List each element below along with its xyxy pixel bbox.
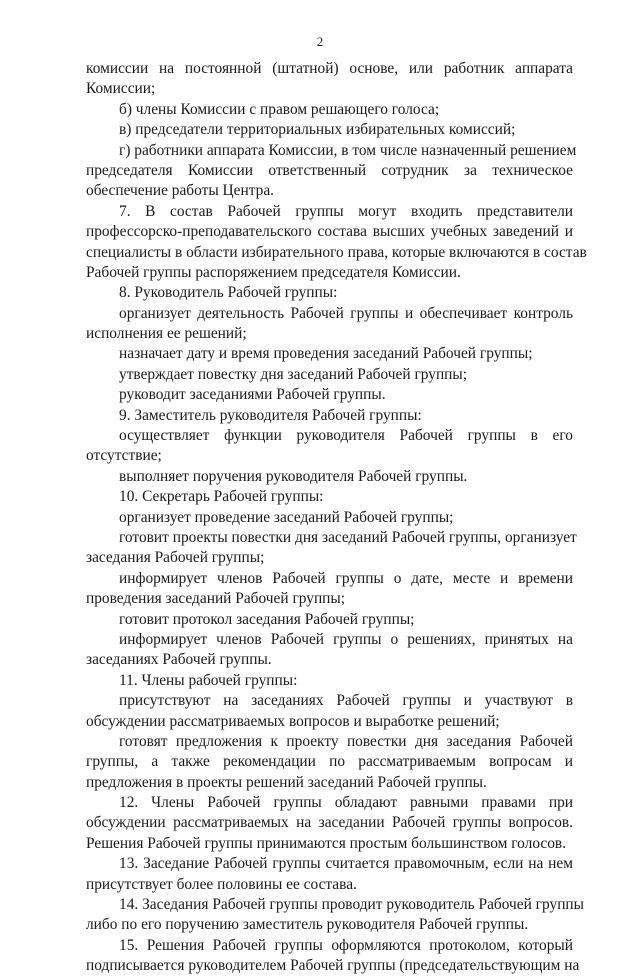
text-line: 9. Заместитель руководителя Рабочей группы: <box>119 406 422 424</box>
text-line: обсуждении рассматриваемых на заседании Рабочей группы вопросов. <box>86 814 573 832</box>
text-line: обеспечение работы Центра. <box>86 182 275 200</box>
text-line: Рабочей группы распоряжением председателя Комиссии. <box>86 263 461 281</box>
text-line: руководит заседаниями Рабочей группы. <box>119 386 386 404</box>
text-line: Комиссии; <box>86 80 156 98</box>
text-line: 11. Члены рабочей группы: <box>119 671 298 689</box>
text-line: присутствует более половины ее состава. <box>86 875 357 893</box>
text-line: исполнения ее решений; <box>86 325 247 343</box>
text-line: Решения Рабочей группы принимаются простым большинством голосов. <box>86 834 567 852</box>
text-line: 7. В состав Рабочей группы могут входить представители <box>119 202 573 220</box>
text-line: готовят предложения к проекту повестки дня заседания Рабочей <box>119 732 573 750</box>
text-line: 15. Решения Рабочей группы оформляются протоколом, который <box>119 936 573 954</box>
text-line: организует деятельность Рабочей группы и обеспечивает контроль <box>119 304 573 322</box>
text-line: готовит протокол заседания Рабочей группы; <box>119 610 415 628</box>
text-line: заседания Рабочей группы; <box>86 549 265 567</box>
text-line: 10. Секретарь Рабочей группы: <box>119 488 324 506</box>
text-line: 13. Заседание Рабочей группы считается правомочным, если на нем <box>119 855 573 873</box>
text-line: подписывается руководителем Рабочей группы (председательствующим на <box>86 957 580 975</box>
text-line: утверждает повестку дня заседаний Рабочей группы; <box>119 365 468 383</box>
text-line: обсуждении рассматриваемых вопросов и выработке решений; <box>86 712 500 730</box>
text-line: заседаниях Рабочей группы. <box>86 651 272 669</box>
text-line: выполняет поручения руководителя Рабочей группы. <box>119 467 468 485</box>
text-line: организует проведение заседаний Рабочей группы; <box>119 508 454 526</box>
text-line: профессорско-преподавательского состава высших учебных заведений и <box>86 223 573 241</box>
text-line: г) работники аппарата Комиссии, в том числе назначенный решением <box>119 141 577 159</box>
text-line: специалисты в области избирательного права, которые включаются в состав <box>86 243 587 261</box>
text-line: проведения заседаний Рабочей группы; <box>86 590 346 608</box>
text-line: группы, а также рекомендации по рассматриваемым вопросам и <box>86 753 573 771</box>
page-number: 2 <box>316 34 324 49</box>
text-line: готовит проекты повестки дня заседаний Рабочей группы, организует <box>119 528 577 546</box>
text-line: присутствуют на заседаниях Рабочей группы и участвуют в <box>119 692 573 710</box>
text-line: предложения в проекты решений заседаний Рабочей группы. <box>86 773 487 791</box>
text-line: комиссии на постоянной (штатной) основе, или работник аппарата <box>86 60 573 77</box>
text-line: назначает дату и время проведения заседаний Рабочей группы; <box>119 345 533 363</box>
document-body <box>86 59 587 977</box>
text-line: председателя Комиссии ответственный сотрудник за техническое <box>86 161 573 179</box>
text-line: 14. Заседания Рабочей группы проводит руководитель Рабочей группы <box>119 896 585 914</box>
text-line: осуществляет функции руководителя Рабочей группы в его <box>119 427 573 445</box>
text-line: 12. Члены Рабочей группы обладают равными правами при <box>119 794 573 812</box>
text-line: отсутствие; <box>86 447 162 465</box>
text-line: либо по его поручению заместитель руководителя Рабочей группы. <box>86 916 529 934</box>
text-line: в) председатели территориальных избирательных комиссий; <box>119 121 516 139</box>
text-line: информирует членов Рабочей группы о дате, месте и времени <box>119 569 573 587</box>
text-line: 8. Руководитель Рабочей группы: <box>119 284 338 302</box>
text-line: б) члены Комиссии с правом решающего голоса; <box>119 100 440 118</box>
text-line: информирует членов Рабочей группы о решениях, принятых на <box>119 630 573 648</box>
